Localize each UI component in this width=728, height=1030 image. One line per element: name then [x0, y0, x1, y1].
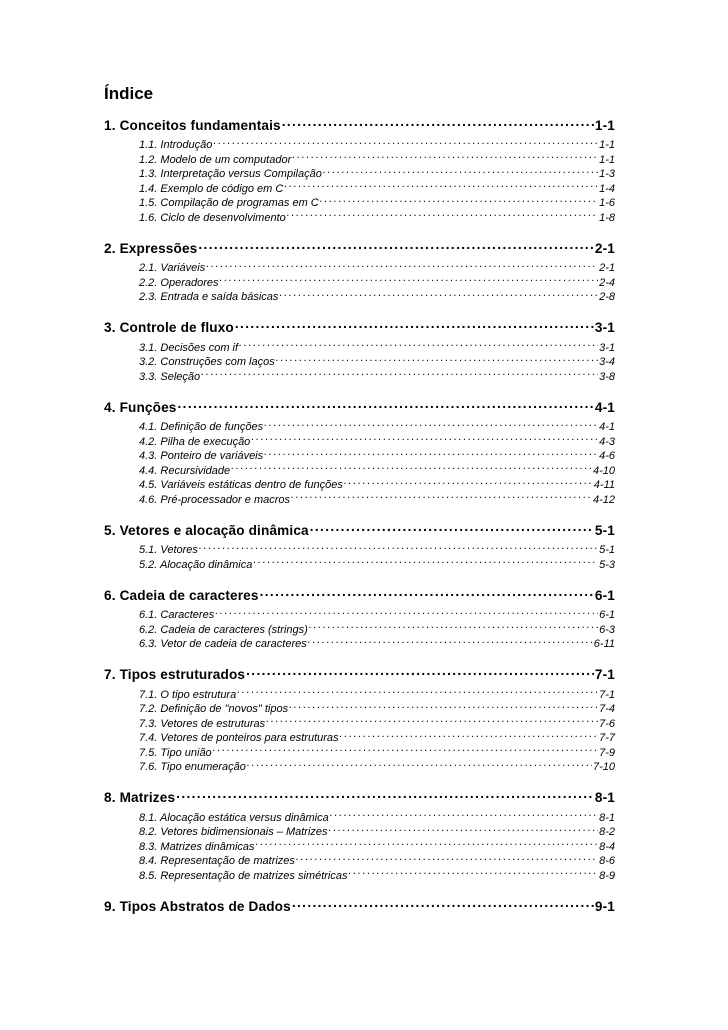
- toc-section-title: 4.5. Variáveis estáticas dentro de funções: [139, 479, 343, 491]
- dot-leader: [215, 607, 598, 618]
- dot-leader: [256, 839, 599, 850]
- toc-chapter-entry[interactable]: [104, 586, 615, 602]
- toc-section-page: 8-6: [599, 855, 615, 867]
- toc-section-entry[interactable]: [104, 636, 615, 651]
- dot-leader: [199, 542, 598, 553]
- dot-leader: [340, 730, 599, 741]
- toc-chapter-title: 7. Tipos estruturados: [104, 667, 246, 683]
- toc-section-title: 8.2. Vetores bidimensionais – Matrizes: [139, 826, 328, 838]
- toc-section-page: 7-10: [592, 761, 615, 773]
- toc-section-page: 1-1: [599, 153, 615, 166]
- toc-chapter-title: 1. Conceitos fundamentais: [104, 117, 281, 133]
- toc-section-page: 5-3: [599, 558, 615, 571]
- toc-section-page: 7-7: [599, 732, 615, 744]
- toc-section-title: 7.1. O tipo estrutura: [139, 688, 237, 701]
- toc-chapter-page: 7-1: [594, 667, 615, 683]
- toc-section-page: 2-8: [599, 291, 615, 303]
- dot-leader: [287, 210, 598, 221]
- toc-section-page: 1-4: [599, 182, 615, 195]
- toc-section-page: 6-11: [593, 638, 615, 650]
- chapter-spacer: [104, 304, 615, 319]
- toc-section-title: 2.2. Operadores: [139, 276, 219, 289]
- toc-section-entry[interactable]: [104, 759, 615, 774]
- toc-section-title: 2.3. Entrada e saída básicas: [139, 291, 279, 303]
- dot-leader: [220, 275, 599, 286]
- dot-leader: [323, 166, 598, 177]
- toc-section-page: 8-2: [599, 826, 615, 838]
- toc-section-entry[interactable]: [104, 354, 615, 369]
- toc-section-entry[interactable]: [104, 701, 615, 716]
- toc-section-page: 7-1: [599, 688, 615, 701]
- chapter-spacer: [104, 224, 615, 239]
- toc-chapter: [104, 897, 615, 913]
- toc-chapter-entry[interactable]: [104, 789, 615, 805]
- toc-section-entry[interactable]: [104, 434, 615, 449]
- dot-leader: [344, 477, 593, 488]
- toc-section-entry[interactable]: [104, 166, 615, 181]
- toc-section-page: 4-11: [593, 479, 615, 491]
- toc-section-title: 3.3. Seleção: [139, 370, 201, 383]
- dot-leader: [320, 195, 598, 206]
- toc-section-entry[interactable]: [104, 542, 615, 557]
- toc-section-entry[interactable]: [104, 463, 615, 478]
- toc-section-title: 7.4. Vetores de ponteiros para estruturas: [139, 732, 339, 744]
- toc-section-title: 1.4. Exemplo de código em C: [139, 182, 284, 195]
- toc-section-entry[interactable]: [104, 181, 615, 196]
- toc-section-page: 5-1: [599, 544, 615, 556]
- dot-leader: [282, 116, 594, 130]
- toc-section-page: 4-1: [599, 421, 615, 433]
- dot-leader: [296, 853, 598, 864]
- dot-leader: [253, 557, 598, 568]
- toc-section-title: 2.1. Variáveis: [139, 262, 206, 274]
- toc-chapter-entry[interactable]: [104, 666, 615, 682]
- dot-leader: [292, 152, 598, 163]
- toc-list: [104, 116, 615, 913]
- chapter-spacer: [104, 383, 615, 398]
- toc-chapter: [104, 319, 615, 384]
- toc-section-title: 7.5. Tipo união: [139, 746, 212, 759]
- toc-chapter: [104, 666, 615, 774]
- dot-leader: [264, 419, 598, 430]
- dot-leader: [237, 687, 598, 698]
- toc-section-entry[interactable]: [104, 477, 615, 492]
- dot-leader: [246, 666, 594, 680]
- toc-section-title: 1.2. Modelo de um computador: [139, 153, 292, 166]
- toc-chapter-entry[interactable]: [104, 398, 615, 414]
- toc-section-title: 6.3. Vetor de cadeia de caracteres: [139, 638, 307, 650]
- toc-section-entry[interactable]: [104, 716, 615, 731]
- toc-section-entry[interactable]: [104, 853, 615, 868]
- toc-section-title: 1.3. Interpretação versus Compilação: [139, 168, 322, 180]
- dot-leader: [198, 239, 594, 253]
- toc-section-title: 4.3. Ponteiro de variáveis: [139, 450, 264, 462]
- toc-chapter: [104, 398, 615, 506]
- toc-section-title: 8.3. Matrizes dinâmicas: [139, 840, 255, 853]
- toc-section-entry[interactable]: [104, 824, 615, 839]
- toc-section-entry[interactable]: [104, 419, 615, 434]
- dot-leader: [213, 137, 598, 148]
- dot-leader: [329, 824, 599, 835]
- toc-section-title: 6.2. Cadeia de caracteres (strings): [139, 623, 308, 636]
- toc-section-entry[interactable]: [104, 369, 615, 384]
- toc-section-title: 4.4. Recursividade: [139, 464, 231, 477]
- toc-chapter: [104, 239, 615, 304]
- toc-section-page: 6-1: [599, 609, 615, 621]
- dot-leader: [279, 289, 598, 300]
- chapter-spacer: [104, 571, 615, 586]
- toc-section-entry[interactable]: [104, 260, 615, 275]
- toc-chapter-entry[interactable]: [104, 521, 615, 537]
- toc-section-page: 1-3: [599, 168, 615, 180]
- dot-leader: [247, 759, 592, 770]
- toc-section-page: 4-3: [599, 435, 615, 448]
- toc-section-page: 6-3: [599, 623, 615, 636]
- toc-section-entry[interactable]: [104, 745, 615, 760]
- toc-title: Índice: [104, 84, 154, 103]
- toc-section-entry[interactable]: [104, 687, 615, 702]
- toc-chapter-entry[interactable]: [104, 319, 615, 335]
- toc-section-page: 3-1: [599, 341, 615, 354]
- toc-section-page: 3-4: [599, 356, 615, 368]
- toc-chapter-title: 2. Expressões: [104, 240, 198, 256]
- toc-chapter-entry[interactable]: [104, 897, 615, 913]
- toc-section-entry[interactable]: [104, 839, 615, 854]
- toc-section-entry[interactable]: [104, 137, 615, 152]
- toc-section-title: 4.6. Pré-processador e macros: [139, 493, 291, 506]
- toc-section-title: 7.3. Vetores de estruturas: [139, 717, 266, 730]
- toc-section-page: 7-4: [599, 703, 615, 715]
- toc-chapter-entry[interactable]: [104, 239, 615, 255]
- toc-section-entry[interactable]: [104, 289, 615, 304]
- toc-section-entry[interactable]: [104, 340, 615, 355]
- dot-leader: [178, 398, 594, 412]
- toc-chapter-page: 6-1: [594, 587, 615, 603]
- dot-leader: [289, 701, 598, 712]
- dot-leader: [330, 810, 598, 821]
- chapter-spacer: [104, 774, 615, 789]
- toc-section-page: 7-9: [599, 746, 615, 759]
- toc-section-title: 1.6. Ciclo de desenvolvimento: [139, 211, 286, 224]
- toc-chapter: [104, 116, 615, 224]
- dot-leader: [348, 868, 598, 879]
- dot-leader: [176, 789, 594, 803]
- toc-section-page: 4-10: [592, 464, 615, 477]
- dot-leader: [264, 448, 598, 459]
- toc-chapter-page: 2-1: [594, 240, 615, 256]
- toc-section-entry[interactable]: [104, 607, 615, 622]
- dot-leader: [292, 897, 594, 911]
- toc-section-title: 5.1. Vetores: [139, 544, 198, 556]
- toc-section-entry[interactable]: [104, 622, 615, 637]
- dot-leader: [239, 340, 598, 351]
- toc-section-title: 8.1. Alocação estática versus dinâmica: [139, 811, 329, 824]
- dot-leader: [284, 181, 598, 192]
- toc-section-title: 7.6. Tipo enumeração: [139, 761, 246, 773]
- toc-chapter-page: 1-1: [594, 117, 615, 133]
- toc-section-entry[interactable]: [104, 868, 615, 883]
- toc-section-entry[interactable]: [104, 730, 615, 745]
- dot-leader: [266, 716, 598, 727]
- toc-section-page: 1-8: [599, 211, 615, 224]
- toc-section-entry[interactable]: [104, 152, 615, 167]
- dot-leader: [260, 586, 594, 600]
- toc-section-entry[interactable]: [104, 275, 615, 290]
- toc-section-title: 3.2. Construções com laços: [139, 356, 275, 368]
- dot-leader: [308, 636, 593, 647]
- toc-section-entry[interactable]: [104, 810, 615, 825]
- toc-section-title: 8.5. Representação de matrizes simétricas: [139, 869, 348, 882]
- toc-section-title: 4.2. Pilha de execução: [139, 435, 251, 448]
- toc-section-title: 1.1. Introdução: [139, 139, 213, 151]
- toc-section-title: 3.1. Decisões com if: [139, 341, 239, 354]
- toc-section-page: 3-8: [599, 370, 615, 383]
- toc-section-title: 5.2. Alocação dinâmica: [139, 558, 253, 571]
- toc-chapter-page: 3-1: [594, 320, 615, 336]
- toc-chapter-title: 3. Controle de fluxo: [104, 320, 234, 336]
- dot-leader: [310, 521, 594, 535]
- dot-leader: [213, 745, 598, 756]
- toc-chapter-page: 9-1: [594, 898, 615, 914]
- toc-section-entry[interactable]: [104, 492, 615, 507]
- toc-section-page: 8-9: [599, 869, 615, 882]
- dot-leader: [251, 434, 598, 445]
- toc-chapter-entry[interactable]: [104, 116, 615, 132]
- chapter-spacer: [104, 651, 615, 666]
- toc-chapter-title: 4. Funções: [104, 399, 177, 415]
- toc-chapter-page: 8-1: [594, 790, 615, 806]
- toc-section-page: 1-1: [599, 139, 615, 151]
- toc-chapter-title: 5. Vetores e alocação dinâmica: [104, 522, 309, 538]
- toc-section-entry[interactable]: [104, 557, 615, 572]
- toc-section-title: 1.5. Compilação de programas em C: [139, 197, 319, 209]
- dot-leader: [231, 463, 592, 474]
- toc-section-page: 2-4: [599, 276, 615, 289]
- toc-section-title: 7.2. Definição de "novos" tipos: [139, 703, 289, 715]
- toc-section-entry[interactable]: [104, 448, 615, 463]
- toc-section-entry[interactable]: [104, 195, 615, 210]
- chapter-spacer: [104, 882, 615, 897]
- toc-section-page: 8-1: [599, 811, 615, 824]
- dot-leader: [309, 622, 598, 633]
- toc-chapter-page: 4-1: [594, 399, 615, 415]
- toc-page: [104, 84, 615, 918]
- dot-leader: [291, 492, 592, 503]
- toc-chapter: [104, 789, 615, 883]
- toc-section-page: 4-12: [592, 493, 615, 506]
- dot-leader: [201, 369, 598, 380]
- dot-leader: [206, 260, 598, 271]
- toc-section-page: 2-1: [599, 262, 615, 274]
- toc-chapter: [104, 521, 615, 571]
- toc-section-page: 1-6: [599, 197, 615, 209]
- chapter-spacer: [104, 506, 615, 521]
- toc-chapter-page: 5-1: [594, 522, 615, 538]
- toc-section-title: 8.4. Representação de matrizes: [139, 855, 295, 867]
- dot-leader: [235, 319, 594, 333]
- toc-chapter-title: 8. Matrizes: [104, 790, 176, 806]
- toc-section-entry[interactable]: [104, 210, 615, 225]
- toc-section-page: 8-4: [599, 840, 615, 853]
- toc-section-title: 6.1. Caracteres: [139, 609, 215, 621]
- toc-chapter: [104, 586, 615, 651]
- toc-section-title: 4.1. Definição de funções: [139, 421, 264, 433]
- toc-section-page: 4-6: [599, 450, 615, 462]
- toc-chapter-title: 9. Tipos Abstratos de Dados: [104, 898, 291, 914]
- dot-leader: [276, 354, 598, 365]
- toc-section-page: 7-6: [599, 717, 615, 730]
- toc-chapter-title: 6. Cadeia de caracteres: [104, 587, 259, 603]
